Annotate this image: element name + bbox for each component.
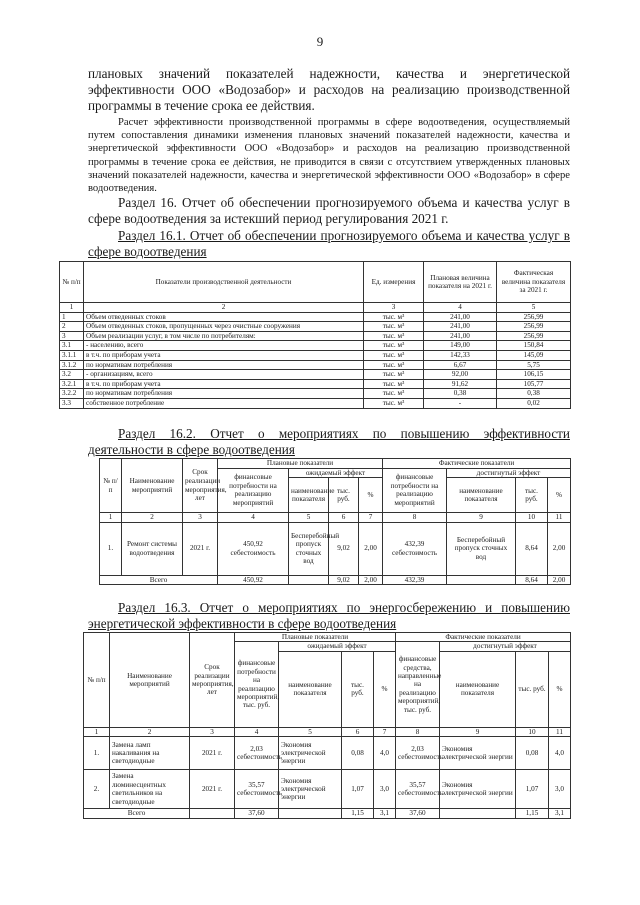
header-name: Наименование мероприятий (122, 459, 183, 513)
total-fin-fact: 37,60 (396, 809, 440, 818)
row-num: 3.1 (60, 341, 84, 351)
total-empty (447, 575, 516, 585)
row-ind-plan: Бесперебойный пропуск сточных вод (289, 522, 329, 575)
header-expected: ожидаемый эффект (289, 468, 383, 478)
row-label: собственное потребление (84, 398, 364, 408)
col-number: 8 (383, 513, 447, 523)
row-label: Объем отведенных стоков (84, 312, 364, 322)
row-pct-fact: 2,00 (548, 522, 571, 575)
header-fact: Фактические показатели (396, 633, 571, 642)
total-rub-fact: 8,64 (516, 575, 548, 585)
page-number: 9 (316, 34, 324, 49)
row-rub-fact: 0,08 (516, 737, 549, 770)
row-label: в т.ч. по приборам учета (84, 379, 364, 389)
col-number: 10 (516, 727, 549, 736)
column-number-row (60, 303, 571, 313)
row-label: - организациям, всего (84, 370, 364, 380)
col-number: 6 (342, 727, 374, 736)
row-label: по нормативам потребления (84, 360, 364, 370)
efficiency-paragraph: Расчет эффективности производственной программы в сфере водоотведения, осуществляемый путем сопоставления динамики изменения плановых значений показателей надежности, качества и энергетической эффективности ООО «Водозабор» и расходов на реализацию производственной программы в течение срока ее действия, не приводится в связи с отсутствием утвержденных плановых значений показателей надежности, качества и энергетической эффективности ООО «Водозабор» в сфере водоотведения. (88, 117, 570, 195)
total-label: Всего (84, 809, 190, 818)
row-ind-plan: Экономия электрической энергии (279, 737, 342, 770)
total-empty (440, 809, 516, 818)
section-16-2-heading: Раздел 16.2. Отчет о мероприятиях по повышению эффективности деятельности в сфере водоотведения (88, 426, 570, 457)
header-achieved: достигнутый эффект (447, 468, 571, 478)
header-fin-plan: финансовые потребности на реализацию мероприятий, тыс. руб. (235, 642, 279, 727)
table-row (60, 389, 571, 399)
header-plan: Плановые показатели (218, 459, 383, 469)
header-indicator: наименование показателя (447, 478, 516, 513)
row-term: 2021 г. (190, 770, 235, 809)
total-pct-plan: 2,00 (359, 575, 383, 585)
row-plan: 6,67 (424, 360, 497, 370)
total-pct-fact: 2,00 (548, 575, 571, 585)
col-number: 5 (497, 303, 571, 313)
col-number: 5 (289, 513, 329, 523)
row-fin-plan: 35,57 себестоимость (235, 770, 279, 809)
row-label: Объем реализации услуг, в том числе по потребителям: (84, 331, 364, 341)
row-fact: 256,99 (497, 312, 571, 322)
row-unit: тыс. м³ (364, 389, 424, 399)
row-plan: - (424, 398, 497, 408)
section-16-1-heading: Раздел 16.1. Отчет об обеспечении прогнозируемого объема и качества услуг в сфере водоотведения (88, 228, 570, 259)
header-cell: Показатели производственной деятельности (84, 262, 364, 303)
header-num: № п/п (84, 633, 110, 728)
section-16-3-heading: Раздел 16.3. Отчет о мероприятиях по энергосбережению и повышению энергетической эффективности в сфере водоотведения (88, 600, 570, 631)
row-unit: тыс. м³ (364, 360, 424, 370)
section-16-heading: Раздел 16. Отчет об обеспечении прогнозируемого объема и качества услуг в сфере водоотведения за истекший период регулирования 2021 г. (88, 195, 570, 226)
header-cell: № п/п (60, 262, 84, 303)
row-fin-plan: 2,03 себестоимость (235, 737, 279, 770)
table-header-row (60, 262, 571, 303)
row-fin-fact: 432,39 себестоимость (383, 522, 447, 575)
row-num: 1. (100, 522, 122, 575)
row-plan: 241,00 (424, 331, 497, 341)
total-fin-plan: 450,92 (218, 575, 289, 585)
row-fact: 256,99 (497, 331, 571, 341)
header-rub: тыс. руб. (342, 651, 374, 727)
col-number: 4 (218, 513, 289, 523)
row-num: 3.2 (60, 370, 84, 380)
row-fin-plan: 450,92 себестоимость (218, 522, 289, 575)
col-number: 4 (235, 727, 279, 736)
total-pct-plan: 3,1 (374, 809, 396, 818)
total-row (100, 575, 571, 585)
row-ind-fact: Экономия электрической энергии (440, 737, 516, 770)
row-unit: тыс. м³ (364, 379, 424, 389)
table-row (100, 522, 571, 575)
row-num: 2. (84, 770, 110, 809)
row-num: 1. (84, 737, 110, 770)
total-empty (279, 809, 342, 818)
total-rub-plan: 9,02 (329, 575, 359, 585)
efficiency-measures-table (99, 458, 571, 585)
row-label: Объем отведенных стоков, пропущенных через очистные сооружения (84, 322, 364, 332)
col-number: 3 (183, 513, 218, 523)
row-rub-plan: 9,02 (329, 522, 359, 575)
row-fact: 5,75 (497, 360, 571, 370)
row-fact: 105,77 (497, 379, 571, 389)
row-num: 3.3 (60, 398, 84, 408)
row-label: в т.ч. по приборам учета (84, 350, 364, 360)
col-number: 2 (122, 513, 183, 523)
row-ind-fact: Бесперебойный пропуск сточных вод (447, 522, 516, 575)
header-achieved: достигнутый эффект (440, 642, 571, 651)
row-num: 2 (60, 322, 84, 332)
row-rub-plan: 1,07 (342, 770, 374, 809)
header-pct: % (548, 478, 571, 513)
row-ind-fact: Экономия электрической энергии (440, 770, 516, 809)
column-number-row (84, 727, 571, 736)
header-indicator: наименование показателя (279, 651, 342, 727)
row-label: - населению, всего (84, 341, 364, 351)
row-plan: 0,38 (424, 389, 497, 399)
service-volume-table (59, 261, 571, 409)
intro-paragraph: плановых значений показателей надежности, качества и энергетической эффективности ООО «Водозабор» и расходов на реализацию производственной программы в течение срока ее действия. (88, 66, 570, 113)
col-number: 6 (329, 513, 359, 523)
col-number: 11 (549, 727, 571, 736)
header-fin-fact: финансовые потребности на реализацию мероприятий (383, 468, 447, 513)
col-number: 1 (84, 727, 110, 736)
header-num: № п/п (100, 459, 122, 513)
row-ind-plan: Экономия электрической энергии (279, 770, 342, 809)
table-row (60, 370, 571, 380)
row-fin-fact: 35,57 себестоимость (396, 770, 440, 809)
row-fact: 0,38 (497, 389, 571, 399)
header-expected: ожидаемый эффект (279, 642, 396, 651)
header-cell: Фактическая величина показателя за 2021 г. (497, 262, 571, 303)
total-row (84, 809, 571, 818)
row-pct-plan: 2,00 (359, 522, 383, 575)
table-row (60, 379, 571, 389)
row-rub-fact: 1,07 (516, 770, 549, 809)
col-number: 2 (110, 727, 190, 736)
col-number: 10 (516, 513, 548, 523)
total-empty (289, 575, 329, 585)
header-pct: % (359, 478, 383, 513)
row-plan: 91,62 (424, 379, 497, 389)
row-term: 2021 г. (183, 522, 218, 575)
col-number: 8 (396, 727, 440, 736)
row-num: 1 (60, 312, 84, 322)
row-pct-fact: 3,0 (549, 770, 571, 809)
total-rub-plan: 1,15 (342, 809, 374, 818)
row-num: 3.1.1 (60, 350, 84, 360)
total-fin-fact: 432,39 (383, 575, 447, 585)
row-num: 3 (60, 331, 84, 341)
row-pct-fact: 4,0 (549, 737, 571, 770)
header-name: Наименование мероприятий (110, 633, 190, 728)
row-plan: 241,00 (424, 322, 497, 332)
row-pct-plan: 4,0 (374, 737, 396, 770)
header-rub: тыс. руб. (516, 651, 549, 727)
col-number: 2 (84, 303, 364, 313)
col-number: 4 (424, 303, 497, 313)
row-fact: 0,02 (497, 398, 571, 408)
row-unit: тыс. м³ (364, 331, 424, 341)
row-plan: 142,33 (424, 350, 497, 360)
table-row (60, 341, 571, 351)
col-number: 7 (359, 513, 383, 523)
col-number: 1 (100, 513, 122, 523)
total-empty (190, 809, 235, 818)
row-rub-plan: 0,08 (342, 737, 374, 770)
table-row (60, 398, 571, 408)
header-cell: Плановая величина показателя на 2021 г. (424, 262, 497, 303)
header-term: Срок реализации мероприятия, лет (183, 459, 218, 513)
table-row (60, 331, 571, 341)
row-plan: 241,00 (424, 312, 497, 322)
row-unit: тыс. м³ (364, 341, 424, 351)
col-number: 3 (190, 727, 235, 736)
col-number: 3 (364, 303, 424, 313)
header-pct: % (374, 651, 396, 727)
row-num: 3.1.2 (60, 360, 84, 370)
row-plan: 92,00 (424, 370, 497, 380)
col-number: 11 (548, 513, 571, 523)
row-name: Ремонт системы водоотведения (122, 522, 183, 575)
row-unit: тыс. м³ (364, 322, 424, 332)
row-unit: тыс. м³ (364, 350, 424, 360)
row-unit: тыс. м³ (364, 312, 424, 322)
row-fact: 256,99 (497, 322, 571, 332)
header-cell: Ед. измерения (364, 262, 424, 303)
row-fin-fact: 2,03 себестоимость (396, 737, 440, 770)
table-row (60, 322, 571, 332)
col-number: 7 (374, 727, 396, 736)
col-number: 1 (60, 303, 84, 313)
column-number-row (100, 513, 571, 523)
header-pct: % (549, 651, 571, 727)
header-rub: тыс. руб. (516, 478, 548, 513)
row-name: Замена ламп накаливания на светодиодные (110, 737, 190, 770)
table-row (60, 360, 571, 370)
table-row (84, 737, 571, 770)
total-rub-fact: 1,15 (516, 809, 549, 818)
header-indicator: наименование показателя (440, 651, 516, 727)
row-name: Замена люминесцентных светильников на светодиодные (110, 770, 190, 809)
row-unit: тыс. м³ (364, 398, 424, 408)
table-row (60, 312, 571, 322)
col-number: 9 (440, 727, 516, 736)
table-row (84, 770, 571, 809)
row-fact: 150,84 (497, 341, 571, 351)
total-pct-fact: 3,1 (549, 809, 571, 818)
row-fact: 106,15 (497, 370, 571, 380)
header-term: Срок реализации мероприятия, лет (190, 633, 235, 728)
row-rub-fact: 8,64 (516, 522, 548, 575)
header-fin-fact: финансовые средства, направленные на реализацию мероприятий, тыс. руб. (396, 642, 440, 727)
row-unit: тыс. м³ (364, 370, 424, 380)
header-indicator: наименование показателя (289, 478, 329, 513)
table-row (60, 350, 571, 360)
col-number: 9 (447, 513, 516, 523)
header-plan: Плановые показатели (235, 633, 396, 642)
total-label: Всего (100, 575, 218, 585)
header-rub: тыс. руб. (329, 478, 359, 513)
row-fact: 145,09 (497, 350, 571, 360)
energy-saving-table (83, 632, 571, 819)
row-num: 3.2.2 (60, 389, 84, 399)
col-number: 5 (279, 727, 342, 736)
header-fin-plan: финансовые потребности на реализацию мероприятий (218, 468, 289, 513)
row-num: 3.2.1 (60, 379, 84, 389)
row-term: 2021 г. (190, 737, 235, 770)
total-fin-plan: 37,60 (235, 809, 279, 818)
header-fact: Фактические показатели (383, 459, 571, 469)
row-pct-plan: 3,0 (374, 770, 396, 809)
row-plan: 149,00 (424, 341, 497, 351)
row-label: по нормативам потребления (84, 389, 364, 399)
